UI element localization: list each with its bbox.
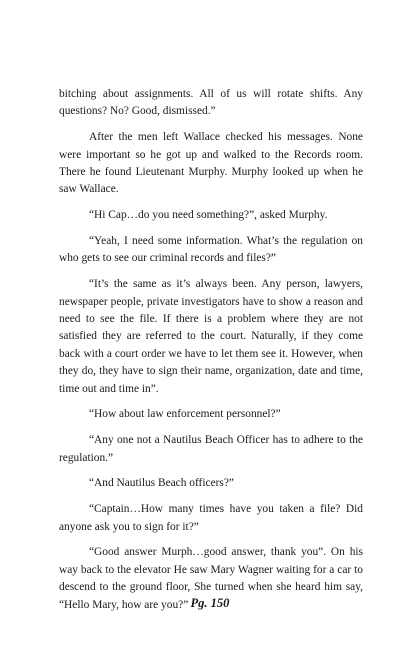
paragraph: “Hi Cap…do you need something?”, asked Murphy. [89,209,328,222]
paragraph: “How about law enforcement personnel?” [89,408,281,421]
paragraph: “Captain…How many times have you taken a file? Did anyone ask you to sign for it?” [59,503,363,533]
paragraph: bitching about assignments. All of us will rotate shifts. Any questions? No? Good, dismissed.” [59,88,363,118]
paragraph: “Any one not a Nautilus Beach Officer has to adhere to the regulation.” [59,434,363,464]
paragraph: “Good answer Murph…good answer, thank you”. On his way back to the elevator He saw Mary Wagner waiting for a car to descend to the ground floor, She turned when she heard him say, “Hello Mary, how are you?” [59,546,363,611]
paragraph: “It’s the same as it’s always been. Any person, lawyers, newspaper people, private investigators have to show a reason and need to see the file. If there is a problem where they are not satisfied they are referred to the court. Naturally, if they come back with a court order we have to let them see it. However, when they do, they have to sign their name, organization, date and time, time out and time in”. [59,278,363,395]
page-body [59,86,363,614]
paragraph: After the men left Wallace checked his messages. None were important so he got up and walked to the Records room. There he found Lieutenant Murphy. Murphy looked up when he saw Wallace. [59,131,363,196]
paragraph: “And Nautilus Beach officers?” [89,477,234,490]
page-number: Pg. 150 [190,596,230,610]
paragraph: “Yeah, I need some information. What’s the regulation on who gets to see our criminal records and files?” [59,235,363,265]
